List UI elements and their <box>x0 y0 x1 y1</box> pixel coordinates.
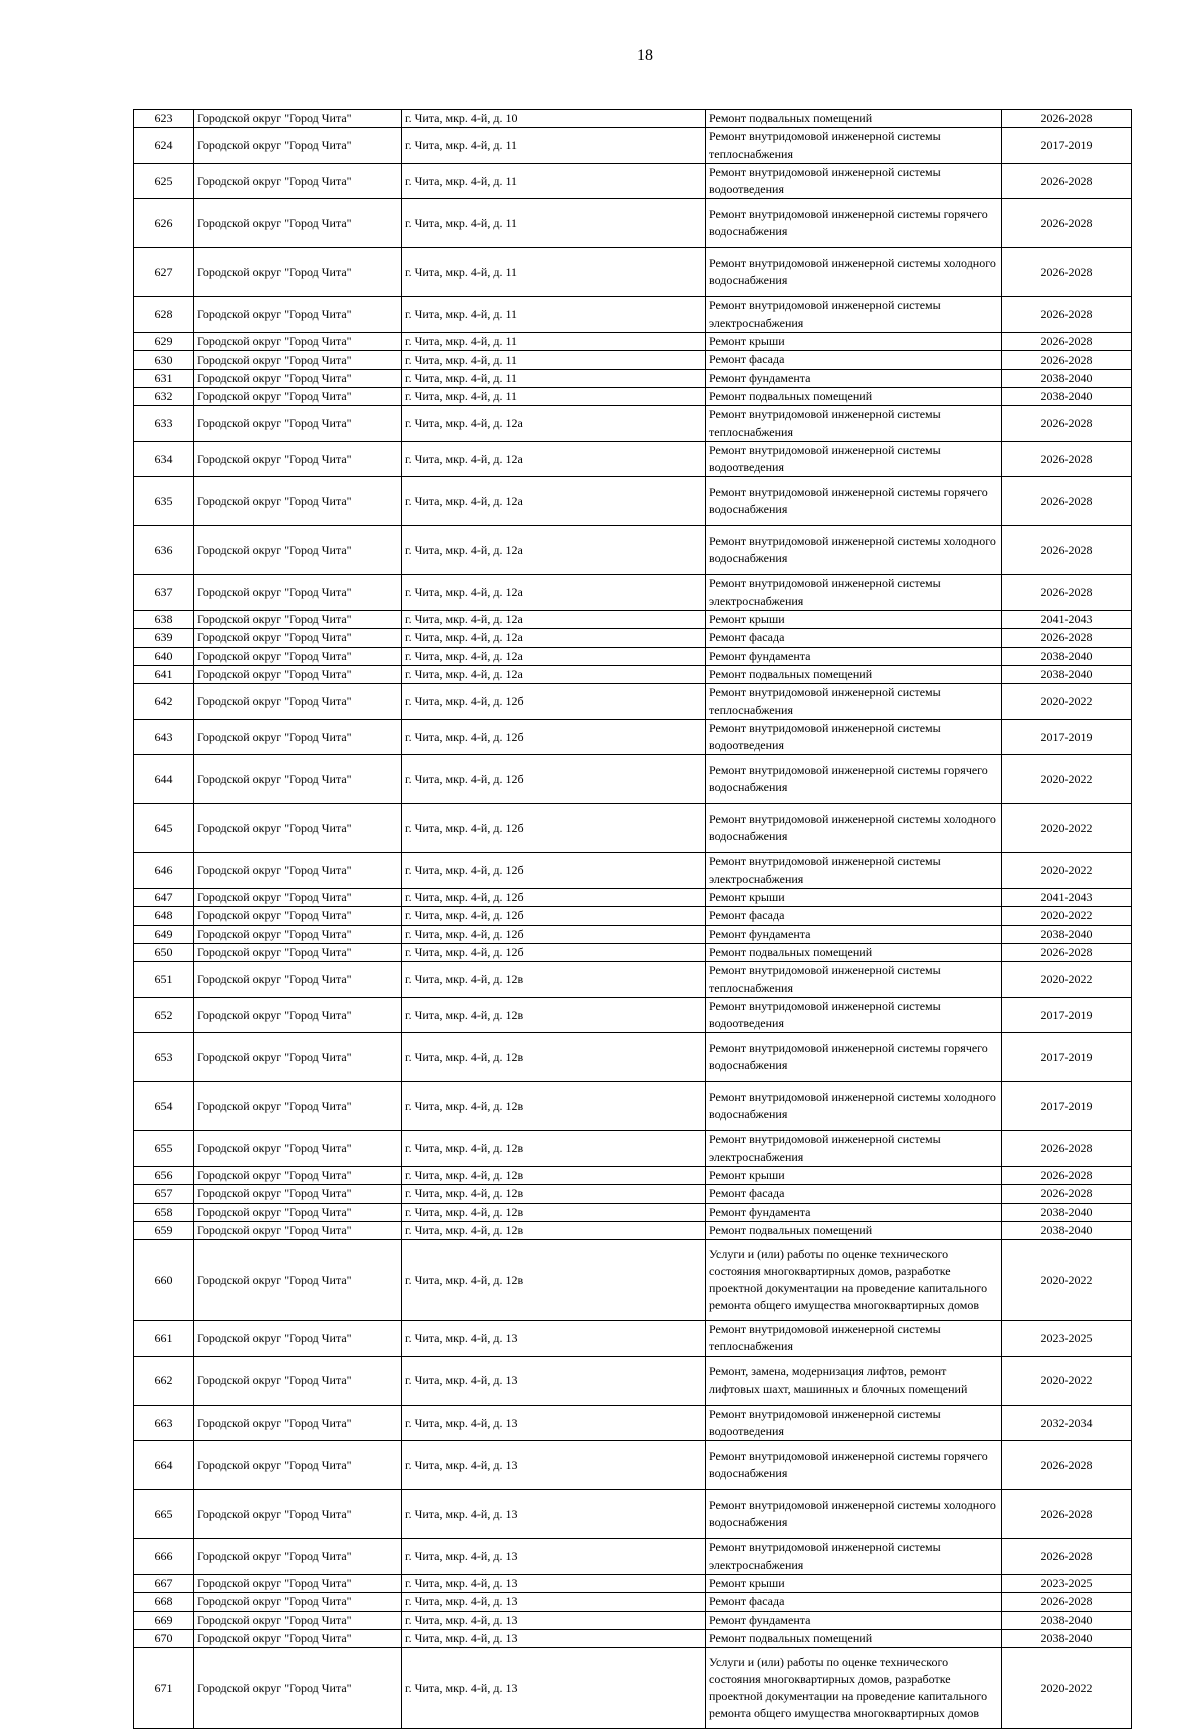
table-row <box>134 611 1132 629</box>
municipality-cell: Городской округ "Город Чита" <box>194 387 402 405</box>
municipality-cell: Городской округ "Город Чита" <box>194 1490 402 1539</box>
table-row <box>134 1611 1132 1629</box>
municipality-cell: Городской округ "Город Чита" <box>194 889 402 907</box>
address-cell: г. Чита, мкр. 4-й, д. 12б <box>402 889 706 907</box>
table-row <box>134 477 1132 526</box>
work-type-cell: Ремонт внутридомовой инженерной системы водоотведения <box>706 997 1002 1033</box>
municipality-cell: Городской округ "Город Чита" <box>194 925 402 943</box>
table-row <box>134 333 1132 351</box>
work-type-cell: Ремонт внутридомовой инженерной системы горячего водоснабжения <box>706 477 1002 526</box>
work-type-cell: Ремонт внутридомовой инженерной системы водоотведения <box>706 163 1002 199</box>
period-cell: 2017-2019 <box>1002 719 1132 755</box>
row-number-cell: 631 <box>134 369 194 387</box>
row-number-cell: 630 <box>134 351 194 369</box>
municipality-cell: Городской округ "Город Чита" <box>194 163 402 199</box>
work-type-cell: Услуги и (или) работы по оценке технического состояния многоквартирных домов, разработке проектной документации на проведение капитального ремонта общего имущества многоквартирных домов <box>706 1240 1002 1321</box>
address-cell: г. Чита, мкр. 4-й, д. 12а <box>402 575 706 611</box>
row-number-cell: 650 <box>134 943 194 961</box>
table-row <box>134 925 1132 943</box>
address-cell: г. Чита, мкр. 4-й, д. 12а <box>402 647 706 665</box>
address-cell: г. Чита, мкр. 4-й, д. 11 <box>402 199 706 248</box>
row-number-cell: 668 <box>134 1593 194 1611</box>
address-cell: г. Чита, мкр. 4-й, д. 12б <box>402 804 706 853</box>
municipality-cell: Городской округ "Город Чита" <box>194 719 402 755</box>
table-row <box>134 1240 1132 1321</box>
row-number-cell: 670 <box>134 1629 194 1647</box>
address-cell: г. Чита, мкр. 4-й, д. 13 <box>402 1441 706 1490</box>
work-type-cell: Ремонт крыши <box>706 1166 1002 1184</box>
table-row <box>134 297 1132 333</box>
address-cell: г. Чита, мкр. 4-й, д. 12б <box>402 719 706 755</box>
period-cell: 2038-2040 <box>1002 1203 1132 1221</box>
row-number-cell: 638 <box>134 611 194 629</box>
work-type-cell: Ремонт внутридомовой инженерной системы водоотведения <box>706 1405 1002 1441</box>
municipality-cell: Городской округ "Город Чита" <box>194 526 402 575</box>
period-cell: 2017-2019 <box>1002 997 1132 1033</box>
table-row <box>134 755 1132 804</box>
municipality-cell: Городской округ "Город Чита" <box>194 199 402 248</box>
work-type-cell: Ремонт подвальных помещений <box>706 1629 1002 1647</box>
table-row <box>134 128 1132 164</box>
row-number-cell: 624 <box>134 128 194 164</box>
address-cell: г. Чита, мкр. 4-й, д. 13 <box>402 1574 706 1592</box>
municipality-cell: Городской округ "Город Чита" <box>194 647 402 665</box>
table-row <box>134 804 1132 853</box>
table-row <box>134 943 1132 961</box>
work-type-cell: Ремонт внутридомовой инженерной системы теплоснабжения <box>706 406 1002 442</box>
municipality-cell: Городской округ "Город Чита" <box>194 943 402 961</box>
period-cell: 2026-2028 <box>1002 629 1132 647</box>
table-row <box>134 907 1132 925</box>
municipality-cell: Городской округ "Город Чита" <box>194 1405 402 1441</box>
address-cell: г. Чита, мкр. 4-й, д. 11 <box>402 351 706 369</box>
table-row <box>134 575 1132 611</box>
table-row <box>134 199 1132 248</box>
work-type-cell: Ремонт внутридомовой инженерной системы электроснабжения <box>706 1539 1002 1575</box>
municipality-cell: Городской округ "Город Чита" <box>194 1593 402 1611</box>
row-number-cell: 662 <box>134 1356 194 1405</box>
work-type-cell: Ремонт крыши <box>706 333 1002 351</box>
period-cell: 2026-2028 <box>1002 526 1132 575</box>
work-type-cell: Ремонт внутридомовой инженерной системы горячего водоснабжения <box>706 1033 1002 1082</box>
table-row <box>134 1539 1132 1575</box>
period-cell: 2020-2022 <box>1002 1648 1132 1729</box>
table-row <box>134 665 1132 683</box>
row-number-cell: 667 <box>134 1574 194 1592</box>
address-cell: г. Чита, мкр. 4-й, д. 12в <box>402 1166 706 1184</box>
work-type-cell: Ремонт фасада <box>706 1185 1002 1203</box>
work-type-cell: Ремонт внутридомовой инженерной системы горячего водоснабжения <box>706 1441 1002 1490</box>
work-type-cell: Ремонт внутридомовой инженерной системы электроснабжения <box>706 1131 1002 1167</box>
municipality-cell: Городской округ "Город Чита" <box>194 1648 402 1729</box>
work-type-cell: Ремонт внутридомовой инженерной системы водоотведения <box>706 441 1002 477</box>
address-cell: г. Чита, мкр. 4-й, д. 12в <box>402 997 706 1033</box>
period-cell: 2020-2022 <box>1002 684 1132 720</box>
work-type-cell: Ремонт внутридомовой инженерной системы холодного водоснабжения <box>706 248 1002 297</box>
table-row <box>134 1203 1132 1221</box>
municipality-cell: Городской округ "Город Чита" <box>194 297 402 333</box>
table-row <box>134 1490 1132 1539</box>
page-number: 18 <box>637 47 653 64</box>
municipality-cell: Городской округ "Город Чита" <box>194 351 402 369</box>
address-cell: г. Чита, мкр. 4-й, д. 11 <box>402 387 706 405</box>
row-number-cell: 648 <box>134 907 194 925</box>
work-type-cell: Ремонт внутридомовой инженерной системы электроснабжения <box>706 853 1002 889</box>
period-cell: 2017-2019 <box>1002 128 1132 164</box>
address-cell: г. Чита, мкр. 4-й, д. 12а <box>402 611 706 629</box>
address-cell: г. Чита, мкр. 4-й, д. 12в <box>402 1221 706 1239</box>
row-number-cell: 666 <box>134 1539 194 1575</box>
municipality-cell: Городской округ "Город Чита" <box>194 1033 402 1082</box>
row-number-cell: 664 <box>134 1441 194 1490</box>
period-cell: 2038-2040 <box>1002 369 1132 387</box>
table-row <box>134 684 1132 720</box>
table-row <box>134 962 1132 998</box>
period-cell: 2020-2022 <box>1002 962 1132 998</box>
address-cell: г. Чита, мкр. 4-й, д. 12б <box>402 907 706 925</box>
row-number-cell: 663 <box>134 1405 194 1441</box>
address-cell: г. Чита, мкр. 4-й, д. 10 <box>402 110 706 128</box>
address-cell: г. Чита, мкр. 4-й, д. 11 <box>402 163 706 199</box>
address-cell: г. Чита, мкр. 4-й, д. 12б <box>402 755 706 804</box>
municipality-cell: Городской округ "Город Чита" <box>194 1611 402 1629</box>
period-cell: 2038-2040 <box>1002 1221 1132 1239</box>
work-type-cell: Ремонт подвальных помещений <box>706 1221 1002 1239</box>
period-cell: 2026-2028 <box>1002 575 1132 611</box>
address-cell: г. Чита, мкр. 4-й, д. 12б <box>402 943 706 961</box>
work-type-cell: Ремонт, замена, модернизация лифтов, ремонт лифтовых шахт, машинных и блочных помещений <box>706 1356 1002 1405</box>
municipality-cell: Городской округ "Город Чита" <box>194 1539 402 1575</box>
address-cell: г. Чита, мкр. 4-й, д. 12а <box>402 665 706 683</box>
work-type-cell: Ремонт внутридомовой инженерной системы электроснабжения <box>706 575 1002 611</box>
row-number-cell: 665 <box>134 1490 194 1539</box>
row-number-cell: 641 <box>134 665 194 683</box>
municipality-cell: Городской округ "Город Чита" <box>194 1221 402 1239</box>
row-number-cell: 661 <box>134 1321 194 1357</box>
table-row <box>134 1441 1132 1490</box>
table-row <box>134 1166 1132 1184</box>
municipality-cell: Городской округ "Город Чита" <box>194 1321 402 1357</box>
table-body <box>134 110 1132 1729</box>
address-cell: г. Чита, мкр. 4-й, д. 13 <box>402 1648 706 1729</box>
work-type-cell: Услуги и (или) работы по оценке технического состояния многоквартирных домов, разработке проектной документации на проведение капитального ремонта общего имущества многоквартирных домов <box>706 1648 1002 1729</box>
period-cell: 2020-2022 <box>1002 853 1132 889</box>
row-number-cell: 660 <box>134 1240 194 1321</box>
row-number-cell: 634 <box>134 441 194 477</box>
table-row <box>134 1356 1132 1405</box>
row-number-cell: 628 <box>134 297 194 333</box>
period-cell: 2020-2022 <box>1002 804 1132 853</box>
period-cell: 2020-2022 <box>1002 755 1132 804</box>
municipality-cell: Городской округ "Город Чита" <box>194 1203 402 1221</box>
row-number-cell: 636 <box>134 526 194 575</box>
table-row <box>134 629 1132 647</box>
municipality-cell: Городской округ "Город Чита" <box>194 1082 402 1131</box>
address-cell: г. Чита, мкр. 4-й, д. 13 <box>402 1321 706 1357</box>
work-type-cell: Ремонт подвальных помещений <box>706 110 1002 128</box>
table-row <box>134 1221 1132 1239</box>
work-type-cell: Ремонт внутридомовой инженерной системы горячего водоснабжения <box>706 199 1002 248</box>
period-cell: 2026-2028 <box>1002 406 1132 442</box>
address-cell: г. Чита, мкр. 4-й, д. 13 <box>402 1356 706 1405</box>
row-number-cell: 625 <box>134 163 194 199</box>
address-cell: г. Чита, мкр. 4-й, д. 12в <box>402 1203 706 1221</box>
work-type-cell: Ремонт фундамента <box>706 1611 1002 1629</box>
municipality-cell: Городской округ "Город Чита" <box>194 962 402 998</box>
municipality-cell: Городской округ "Город Чита" <box>194 997 402 1033</box>
address-cell: г. Чита, мкр. 4-й, д. 11 <box>402 248 706 297</box>
period-cell: 2026-2028 <box>1002 441 1132 477</box>
municipality-cell: Городской округ "Город Чита" <box>194 1356 402 1405</box>
address-cell: г. Чита, мкр. 4-й, д. 11 <box>402 369 706 387</box>
period-cell: 2020-2022 <box>1002 1240 1132 1321</box>
table-row <box>134 351 1132 369</box>
work-type-cell: Ремонт внутридомовой инженерной системы теплоснабжения <box>706 684 1002 720</box>
work-type-cell: Ремонт внутридомовой инженерной системы холодного водоснабжения <box>706 1082 1002 1131</box>
municipality-cell: Городской округ "Город Чита" <box>194 907 402 925</box>
address-cell: г. Чита, мкр. 4-й, д. 12в <box>402 1131 706 1167</box>
period-cell: 2020-2022 <box>1002 1356 1132 1405</box>
table-row <box>134 1185 1132 1203</box>
address-cell: г. Чита, мкр. 4-й, д. 13 <box>402 1490 706 1539</box>
municipality-cell: Городской округ "Город Чита" <box>194 1185 402 1203</box>
work-type-cell: Ремонт внутридомовой инженерной системы водоотведения <box>706 719 1002 755</box>
address-cell: г. Чита, мкр. 4-й, д. 12а <box>402 477 706 526</box>
address-cell: г. Чита, мкр. 4-й, д. 12б <box>402 853 706 889</box>
row-number-cell: 637 <box>134 575 194 611</box>
table-row <box>134 369 1132 387</box>
address-cell: г. Чита, мкр. 4-й, д. 12а <box>402 441 706 477</box>
work-type-cell: Ремонт фасада <box>706 907 1002 925</box>
municipality-cell: Городской округ "Город Чита" <box>194 128 402 164</box>
work-type-cell: Ремонт внутридомовой инженерной системы холодного водоснабжения <box>706 804 1002 853</box>
table-row <box>134 163 1132 199</box>
row-number-cell: 644 <box>134 755 194 804</box>
table-row <box>134 1131 1132 1167</box>
address-cell: г. Чита, мкр. 4-й, д. 11 <box>402 128 706 164</box>
row-number-cell: 643 <box>134 719 194 755</box>
work-type-cell: Ремонт крыши <box>706 611 1002 629</box>
row-number-cell: 645 <box>134 804 194 853</box>
period-cell: 2038-2040 <box>1002 665 1132 683</box>
row-number-cell: 639 <box>134 629 194 647</box>
work-type-cell: Ремонт внутридомовой инженерной системы холодного водоснабжения <box>706 526 1002 575</box>
period-cell: 2041-2043 <box>1002 611 1132 629</box>
municipality-cell: Городской округ "Город Чита" <box>194 110 402 128</box>
period-cell: 2038-2040 <box>1002 647 1132 665</box>
row-number-cell: 654 <box>134 1082 194 1131</box>
address-cell: г. Чита, мкр. 4-й, д. 12в <box>402 1185 706 1203</box>
row-number-cell: 627 <box>134 248 194 297</box>
municipality-cell: Городской округ "Город Чита" <box>194 804 402 853</box>
table-row <box>134 1405 1132 1441</box>
work-type-cell: Ремонт фундамента <box>706 369 1002 387</box>
address-cell: г. Чита, мкр. 4-й, д. 12а <box>402 406 706 442</box>
period-cell: 2026-2028 <box>1002 477 1132 526</box>
period-cell: 2026-2028 <box>1002 163 1132 199</box>
period-cell: 2026-2028 <box>1002 1593 1132 1611</box>
table-row <box>134 248 1132 297</box>
work-type-cell: Ремонт фундамента <box>706 1203 1002 1221</box>
municipality-cell: Городской округ "Город Чита" <box>194 1131 402 1167</box>
address-cell: г. Чита, мкр. 4-й, д. 12б <box>402 684 706 720</box>
period-cell: 2026-2028 <box>1002 351 1132 369</box>
row-number-cell: 651 <box>134 962 194 998</box>
row-number-cell: 671 <box>134 1648 194 1729</box>
period-cell: 2023-2025 <box>1002 1574 1132 1592</box>
row-number-cell: 656 <box>134 1166 194 1184</box>
work-type-cell: Ремонт внутридомовой инженерной системы теплоснабжения <box>706 962 1002 998</box>
period-cell: 2020-2022 <box>1002 907 1132 925</box>
address-cell: г. Чита, мкр. 4-й, д. 13 <box>402 1593 706 1611</box>
address-cell: г. Чита, мкр. 4-й, д. 13 <box>402 1405 706 1441</box>
row-number-cell: 623 <box>134 110 194 128</box>
address-cell: г. Чита, мкр. 4-й, д. 12в <box>402 1082 706 1131</box>
period-cell: 2026-2028 <box>1002 1441 1132 1490</box>
municipality-cell: Городской округ "Город Чита" <box>194 665 402 683</box>
address-cell: г. Чита, мкр. 4-й, д. 13 <box>402 1611 706 1629</box>
row-number-cell: 649 <box>134 925 194 943</box>
row-number-cell: 642 <box>134 684 194 720</box>
table-row <box>134 1629 1132 1647</box>
address-cell: г. Чита, мкр. 4-й, д. 12в <box>402 1240 706 1321</box>
table-row <box>134 1082 1132 1131</box>
period-cell: 2023-2025 <box>1002 1321 1132 1357</box>
address-cell: г. Чита, мкр. 4-й, д. 12б <box>402 925 706 943</box>
period-cell: 2017-2019 <box>1002 1082 1132 1131</box>
work-type-cell: Ремонт крыши <box>706 889 1002 907</box>
address-cell: г. Чита, мкр. 4-й, д. 12а <box>402 629 706 647</box>
work-type-cell: Ремонт фасада <box>706 351 1002 369</box>
address-cell: г. Чита, мкр. 4-й, д. 12а <box>402 526 706 575</box>
work-type-cell: Ремонт внутридомовой инженерной системы теплоснабжения <box>706 1321 1002 1357</box>
period-cell: 2026-2028 <box>1002 199 1132 248</box>
row-number-cell: 635 <box>134 477 194 526</box>
period-cell: 2026-2028 <box>1002 1131 1132 1167</box>
work-type-cell: Ремонт фасада <box>706 1593 1002 1611</box>
municipality-cell: Городской округ "Город Чита" <box>194 369 402 387</box>
period-cell: 2041-2043 <box>1002 889 1132 907</box>
row-number-cell: 652 <box>134 997 194 1033</box>
row-number-cell: 659 <box>134 1221 194 1239</box>
repair-schedule-table <box>133 109 1132 1729</box>
municipality-cell: Городской округ "Город Чита" <box>194 1629 402 1647</box>
work-type-cell: Ремонт внутридомовой инженерной системы холодного водоснабжения <box>706 1490 1002 1539</box>
table-row <box>134 387 1132 405</box>
table-row <box>134 719 1132 755</box>
table-row <box>134 110 1132 128</box>
period-cell: 2026-2028 <box>1002 1185 1132 1203</box>
municipality-cell: Городской округ "Город Чита" <box>194 1166 402 1184</box>
table-row <box>134 647 1132 665</box>
table-row <box>134 441 1132 477</box>
period-cell: 2032-2034 <box>1002 1405 1132 1441</box>
table-row <box>134 1033 1132 1082</box>
row-number-cell: 658 <box>134 1203 194 1221</box>
table-row <box>134 1321 1132 1357</box>
row-number-cell: 646 <box>134 853 194 889</box>
row-number-cell: 669 <box>134 1611 194 1629</box>
period-cell: 2038-2040 <box>1002 925 1132 943</box>
work-type-cell: Ремонт подвальных помещений <box>706 943 1002 961</box>
period-cell: 2026-2028 <box>1002 248 1132 297</box>
address-cell: г. Чита, мкр. 4-й, д. 13 <box>402 1539 706 1575</box>
period-cell: 2026-2028 <box>1002 1490 1132 1539</box>
address-cell: г. Чита, мкр. 4-й, д. 11 <box>402 333 706 351</box>
municipality-cell: Городской округ "Город Чита" <box>194 1240 402 1321</box>
municipality-cell: Городской округ "Город Чита" <box>194 248 402 297</box>
period-cell: 2026-2028 <box>1002 943 1132 961</box>
period-cell: 2038-2040 <box>1002 1629 1132 1647</box>
municipality-cell: Городской округ "Город Чита" <box>194 1574 402 1592</box>
row-number-cell: 640 <box>134 647 194 665</box>
period-cell: 2026-2028 <box>1002 110 1132 128</box>
row-number-cell: 653 <box>134 1033 194 1082</box>
period-cell: 2026-2028 <box>1002 297 1132 333</box>
municipality-cell: Городской округ "Город Чита" <box>194 477 402 526</box>
row-number-cell: 633 <box>134 406 194 442</box>
address-cell: г. Чита, мкр. 4-й, д. 12в <box>402 1033 706 1082</box>
table-row <box>134 1648 1132 1729</box>
work-type-cell: Ремонт внутридомовой инженерной системы электроснабжения <box>706 297 1002 333</box>
municipality-cell: Городской округ "Город Чита" <box>194 333 402 351</box>
work-type-cell: Ремонт фундамента <box>706 647 1002 665</box>
municipality-cell: Городской округ "Город Чита" <box>194 611 402 629</box>
municipality-cell: Городской округ "Город Чита" <box>194 853 402 889</box>
row-number-cell: 632 <box>134 387 194 405</box>
municipality-cell: Городской округ "Город Чита" <box>194 629 402 647</box>
period-cell: 2026-2028 <box>1002 333 1132 351</box>
table-row <box>134 1593 1132 1611</box>
table-row <box>134 526 1132 575</box>
row-number-cell: 629 <box>134 333 194 351</box>
work-type-cell: Ремонт фундамента <box>706 925 1002 943</box>
municipality-cell: Городской округ "Город Чита" <box>194 755 402 804</box>
municipality-cell: Городской округ "Город Чита" <box>194 1441 402 1490</box>
row-number-cell: 655 <box>134 1131 194 1167</box>
municipality-cell: Городской округ "Город Чита" <box>194 406 402 442</box>
period-cell: 2026-2028 <box>1002 1166 1132 1184</box>
table-row <box>134 997 1132 1033</box>
table-row <box>134 406 1132 442</box>
period-cell: 2038-2040 <box>1002 1611 1132 1629</box>
municipality-cell: Городской округ "Город Чита" <box>194 441 402 477</box>
table-row <box>134 889 1132 907</box>
work-type-cell: Ремонт фасада <box>706 629 1002 647</box>
table-row <box>134 853 1132 889</box>
municipality-cell: Городской округ "Город Чита" <box>194 575 402 611</box>
period-cell: 2038-2040 <box>1002 387 1132 405</box>
address-cell: г. Чита, мкр. 4-й, д. 11 <box>402 297 706 333</box>
municipality-cell: Городской округ "Город Чита" <box>194 684 402 720</box>
row-number-cell: 647 <box>134 889 194 907</box>
period-cell: 2017-2019 <box>1002 1033 1132 1082</box>
work-type-cell: Ремонт внутридомовой инженерной системы горячего водоснабжения <box>706 755 1002 804</box>
address-cell: г. Чита, мкр. 4-й, д. 12в <box>402 962 706 998</box>
table-row <box>134 1574 1132 1592</box>
work-type-cell: Ремонт подвальных помещений <box>706 665 1002 683</box>
row-number-cell: 626 <box>134 199 194 248</box>
address-cell: г. Чита, мкр. 4-й, д. 13 <box>402 1629 706 1647</box>
period-cell: 2026-2028 <box>1002 1539 1132 1575</box>
work-type-cell: Ремонт крыши <box>706 1574 1002 1592</box>
work-type-cell: Ремонт внутридомовой инженерной системы теплоснабжения <box>706 128 1002 164</box>
row-number-cell: 657 <box>134 1185 194 1203</box>
work-type-cell: Ремонт подвальных помещений <box>706 387 1002 405</box>
